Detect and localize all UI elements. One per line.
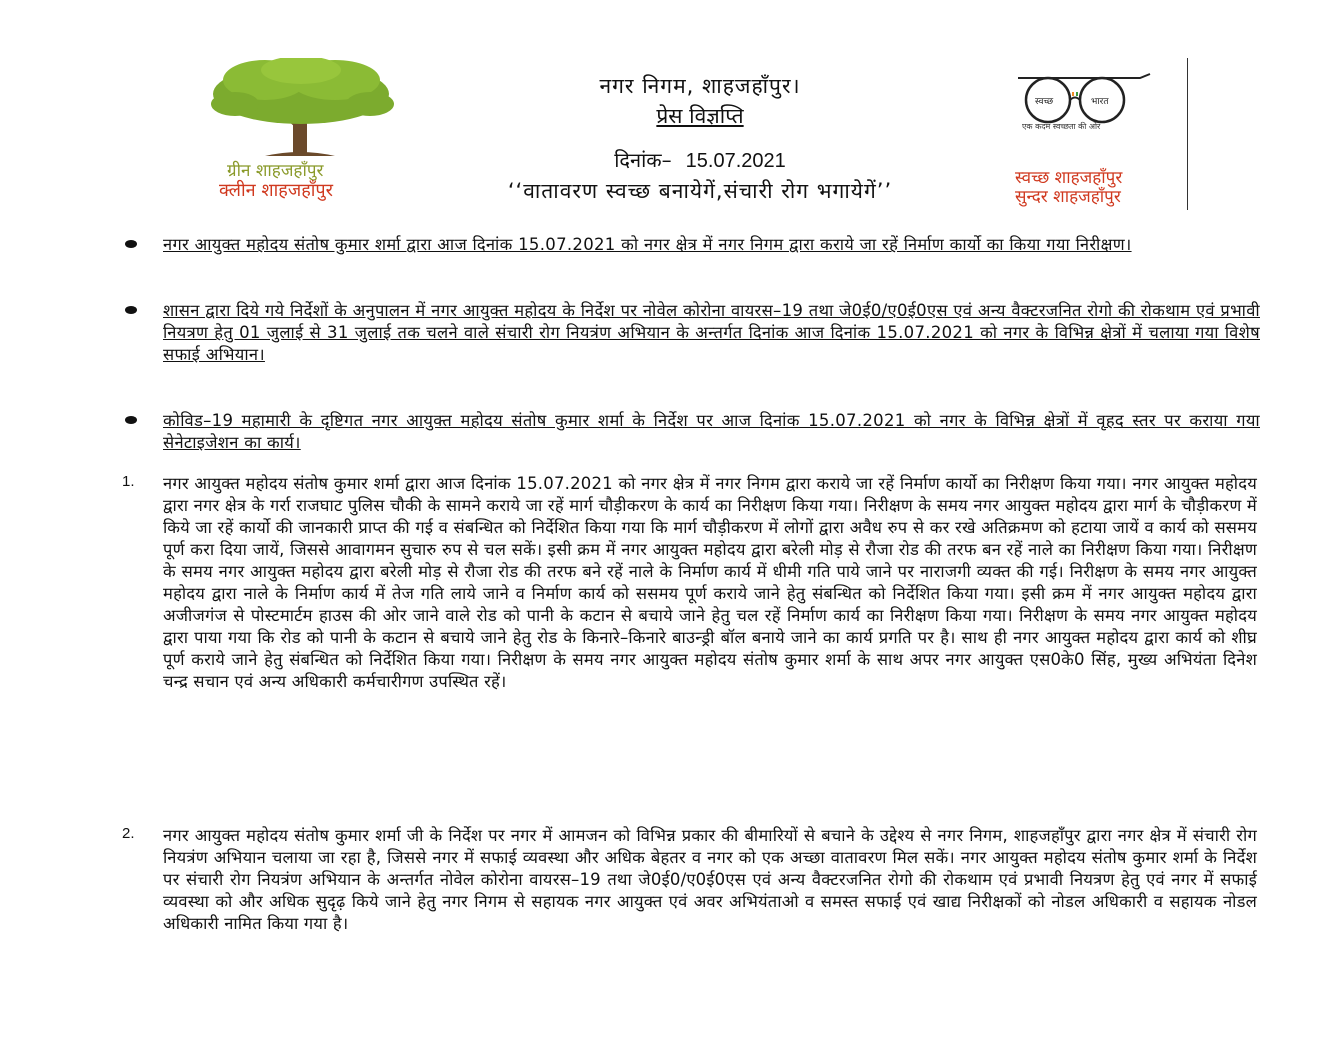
bharat-text: भारत [1091,97,1109,107]
swachh-bharat-logo [1010,70,1160,210]
paragraph-text: नगर आयुक्त महोदय संतोष कुमार शर्मा जी के निर्देश पर नगर में आमजन को विभिन्न प्रकार की बीमारियों से बचाने के उद्देश्य से नगर निगम, शाहजहाँपुर द्वारा नगर क्षेत्र में संचारी रोग नियत्रंण अभियान चलाया जा रहा है, जिससे नगर में सफाई व्यवस्था और अधिक बेहतर व नगर को एक अच्छा वातावरण मिल सकें। नगर आयुक्त महोदय संतोष कुमार शर्मा के निर्देश पर संचारी रोग नियत्रंण अभियान के अन्तर्गत नोवेल कोरोना वायरस–19 तथा जे0ई0/ए0ई0एस एवं अन्य वैक्टरजनित रोगो की रोकथाम एवं प्रभावी नियत्रण हेतु एवं नगर में सफाई व्यवस्था को और अधिक सुदृढ़ किये जाने हेतु नगर निगम से सहायक नगर आयुक्त एवं अवर अभियंताओ व समस्त सफाई एवं खाद्य निरीक्षकों को नोडल अधिकारी व सहायक नोडल अधिकारी नामित किया गया है। [163,826,1257,933]
press-release-title [395,102,1005,130]
paragraph-number: 1. [122,473,135,490]
bullet-text: कोविड–19 महामारी के दृष्टिगत नगर आयुक्त महोदय संतोष कुमार शर्मा के निर्देश पर आज दिनांक 15.07.2021 को नगर के विभिन्न क्षेत्रों में वृहद स्तर पर कराया गया सेनेटाइजेशन का कार्य। [163,411,1260,452]
swachh-text: स्वच्छ [1035,97,1054,107]
date-line [395,146,1005,173]
logo-caption-sundar: सुन्दर शाहजहाँपुर [1015,187,1121,207]
logo-caption-green: ग्रीन शाहजहाँपुर [227,161,324,181]
document-header [395,72,1005,205]
bullet-text: शासन द्वारा दिये गये निर्देशों के अनुपालन में नगर आयुक्त महोदय के निर्देश पर नोवेल कोरोना वायरस–19 तथा जे0ई0/ए0ई0एस एवं अन्य वैक्टरजनित रोगो की रोकथाम एवं प्रभावी नियत्रण हेतु 01 जुलाई से 31 जुलाई तक चलने वाले संचारी रोग नियत्रंण अभियान के अन्तर्गत दिनांक आज दिनांक 15.07.2021 को नगर के विभिन्न क्षेत्रों में चलाया गया विशेष सफाई अभियान। [163,301,1260,364]
header-divider [1187,58,1188,210]
bullet-icon [125,416,137,424]
green-shahjahanpur-logo [205,58,400,201]
date-label: दिनांक– [614,148,672,172]
paragraph-text: नगर आयुक्त महोदय संतोष कुमार शर्मा द्वारा आज दिनांक 15.07.2021 को नगर क्षेत्र में नगर निगम द्वारा कराये जा रहें निर्माण कार्यो का निरीक्षण किया गया। नगर आयुक्त महोदय द्वारा नगर क्षेत्र के गर्रा राजघाट पुलिस चौकी के सामने कराये जा रहें मार्ग चौड़ीकरण के कार्य का निरीक्षण किया गया। निरीक्षण के समय नगर आयुक्त महोदय द्वारा मार्ग के चौड़ीकरण में किये जा रहें कार्यो की जानकारी प्राप्त की गई व संबन्धित को निर्देशित किया गया कि मार्ग चौड़ीकरण में लोगों द्वारा अवैध रुप से कर रखे अतिक्रमण को हटाया जायें व कार्य को ससमय पूर्ण करा दिया जायें, जिससे आवागमन सुचारु रुप से चल सकें। इसी क्रम में नगर आयुक्त महोदय द्वारा बरेली मोड़ से रौजा रोड की तरफ बन रहें नाले का निरीक्षण किया गया। निरीक्षण के समय नगर आयुक्त महोदय द्वारा बरेली मोड़ से रौजा रोड की तरफ बने रहें नाले के निर्माण कार्य में धीमी गति पाये जाने पर नाराजगी व्यक्त की गई। निरीक्षण के समय नगर आयुक्त महोदय द्वारा नाले के निर्माण कार्य में तेज गति लाये जाने व निर्माण कार्य को ससमय पूर्ण कराये जाने हेतु संबन्धित को निर्देशित किया गया। इसी क्रम में नगर आयुक्त महोदय द्वारा अजीजगंज से पोस्टमार्टम हाउस की ओर जाने वाले रोड को पानी के कटान से बचाये जाने हेतु चल रहें निर्माण कार्य का निरीक्षण किया गया। निरीक्षण के समय नगर आयुक्त महोदय द्वारा पाया गया कि रोड को पानी के कटान से बचाये जाने हेतु रोड के किनारे–किनारे बाउन्ड्री बॉल बनाये जाने का कार्य प्रगति पर है। साथ ही नगर आयुक्त महोदय द्वारा कार्य को शीघ्र पूर्ण कराये जाने हेतु संबन्धित को निर्देशित किया गया। निरीक्षण के समय नगर आयुक्त महोदय संतोष कुमार शर्मा के साथ अपर नगर आयुक्त एस0के0 सिंह, मुख्य अभियंता दिनेश चन्द्र सचान एवं अन्य अधिकारी कर्मचारीगण उपस्थित रहें। [163,474,1257,691]
logo-caption-swachh: स्वच्छ शाहजहाँपुर [1015,168,1123,188]
bullet-icon [125,240,137,248]
bullet-text: नगर आयुक्त महोदय संतोष कुमार शर्मा द्वारा आज दिनांक 15.07.2021 को नगर क्षेत्र में नगर निगम द्वारा कराये जा रहें निर्माण कार्यो का किया गया निरीक्षण। [163,235,1132,254]
bullet-icon [125,306,137,314]
date-value: 15.07.2021 [685,150,786,172]
paragraph-number: 2. [122,825,135,842]
logo-caption-clean: क्लीन शाहजहाँपुर [219,180,334,201]
slogan: ‘‘वातावरण स्वच्छ बनायेगें,संचारी रोग भगायेगें’’ [507,179,893,203]
press-release-label: प्रेस विज्ञप्ति [656,104,744,128]
tree-icon [205,58,400,158]
swachh-tagline: एक कदम स्वच्छता की ओर [1022,122,1101,131]
organization-title: नगर निगम, शाहजहाँपुर। [599,74,801,98]
